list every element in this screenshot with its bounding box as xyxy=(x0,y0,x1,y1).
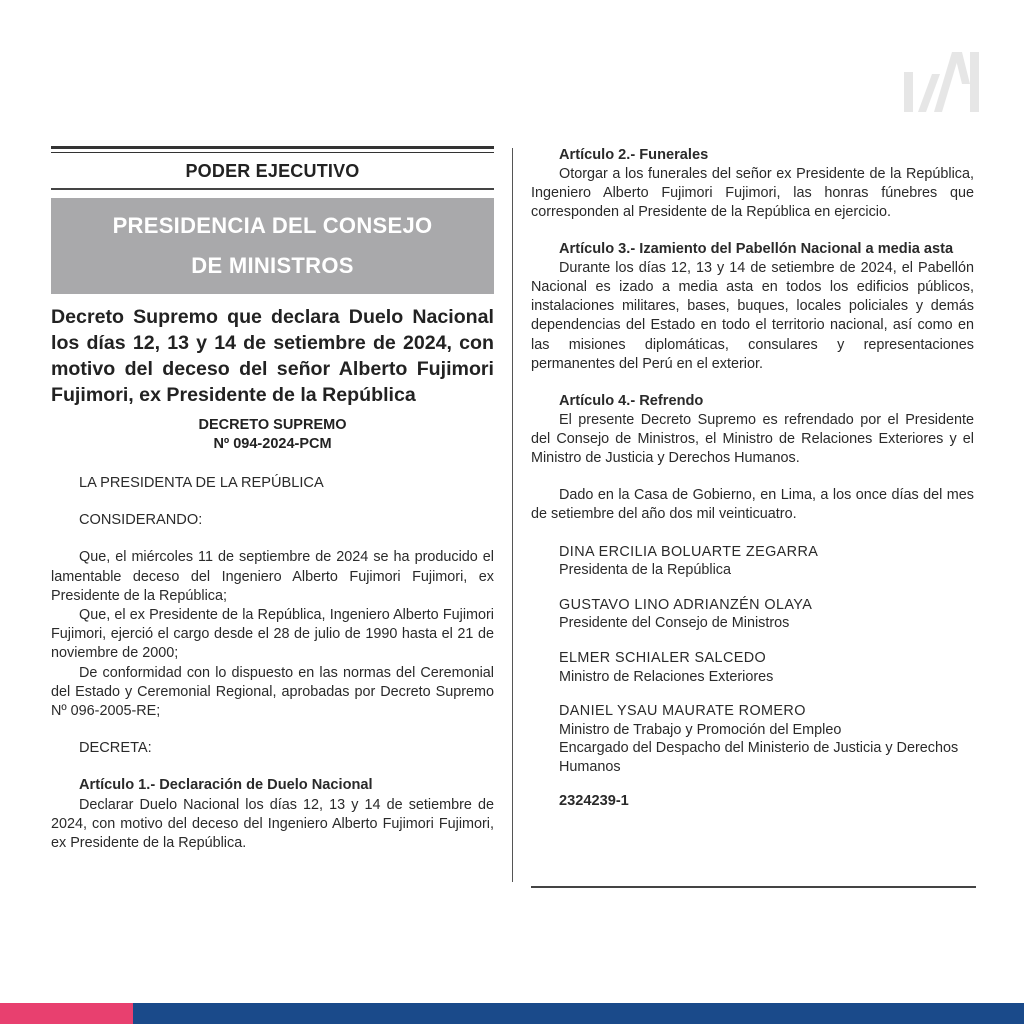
considerando-label: CONSIDERANDO: xyxy=(79,512,203,529)
signatory-role-2: Encargado del Despacho del Ministerio de Justicia y Derechos Humanos xyxy=(559,740,959,775)
article-3-heading: Artículo 3.- Izamiento del Pabellón Nacional a media asta xyxy=(559,241,954,258)
right-column xyxy=(531,146,974,809)
whereas-3: De conformidad con lo dispuesto en las normas del Ceremonial del Estado y Ceremonial Regional, aprobadas por Decreto Supremo Nº 096-2005-RE; xyxy=(51,664,494,720)
article-4-heading: Artículo 4.- Refrendo xyxy=(559,393,704,410)
ministry-line-1: PRESIDENCIA DEL CONSEJO xyxy=(112,213,433,238)
whereas-1: Que, el miércoles 11 de septiembre de 2024 se ha producido el lamentable deceso del Ingeniero Alberto Fujimori Fujimori, ex Presidente de la República; xyxy=(51,549,494,604)
article-2-heading: Artículo 2.- Funerales xyxy=(559,147,709,163)
signatory-name: GUSTAVO LINO ADRIANZÉN OLAYA xyxy=(559,596,813,613)
header-rule xyxy=(51,146,494,149)
signatory-1 xyxy=(531,543,974,580)
article-2-body: Otorgar a los funerales del señor ex Presidente de la República, Ingeniero Alberto Fujimori Fujimori, las honras fúnebres que corresponden al Presidente de la República en ejercicio. xyxy=(531,165,974,220)
ministry-line-2: DE MINISTROS xyxy=(191,253,354,278)
signatory-2 xyxy=(531,596,974,633)
signatory-3 xyxy=(531,649,974,686)
signatory-role: Ministro de Trabajo y Promoción del Empleo xyxy=(559,721,842,738)
publication-code: 2324239-1 xyxy=(559,792,629,809)
decreta-label: DECRETA: xyxy=(79,740,152,757)
signatory-name: DANIEL YSAU MAURATE ROMERO xyxy=(559,703,806,720)
signatory-role: Ministro de Relaciones Exteriores xyxy=(559,668,774,685)
article-3-body: Durante los días 12, 13 y 14 de setiembre de 2024, el Pabellón Nacional es izado a media asta en todos los edificios públicos, instalaciones militares, bases, buques, locales policiales y demás dependencias del Estado en todo el territorio nacional, así como en las misiones diplomáticas, consulares y representaciones permanentes del Perú en el exterior. xyxy=(531,259,974,372)
right-bottom-rule xyxy=(531,886,976,888)
signatory-name: DINA ERCILIA BOLUARTE ZEGARRA xyxy=(559,543,819,560)
whereas-2: Que, el ex Presidente de la República, Ingeniero Alberto Fujimori Fujimori, ejerció el cargo desde el 28 de julio de 1990 hasta el 21 de noviembre de 2000; xyxy=(51,607,494,662)
article-4-body: El presente Decreto Supremo es refrendado por el Presidente del Consejo de Ministros, el Ministro de Relaciones Exteriores y el Ministro de Justicia y Derechos Humanos. xyxy=(531,411,974,467)
given-clause: Dado en la Casa de Gobierno, en Lima, a los once días del mes de setiembre del año dos mil veinticuatro. xyxy=(531,487,974,523)
signatory-role: Presidente del Consejo de Ministros xyxy=(559,615,790,632)
footer-bar-blue xyxy=(133,1003,1024,1024)
article-1-body: Declarar Duelo Nacional los días 12, 13 y 14 de setiembre de 2024, con motivo del deceso del Ingeniero Alberto Fujimori Fujimori, ex Presidente de la República. xyxy=(51,796,494,852)
article-1-heading: Artículo 1.- Declaración de Duelo Nacional xyxy=(79,777,373,794)
left-column xyxy=(51,146,494,853)
branch-rule xyxy=(51,188,494,190)
president-line: LA PRESIDENTA DE LA REPÚBLICA xyxy=(79,475,324,491)
column-divider xyxy=(512,148,513,882)
decree-header xyxy=(51,416,494,454)
signatory-name: ELMER SCHIALER SALCEDO xyxy=(559,650,767,666)
branch-heading: PODER EJECUTIVO xyxy=(185,161,360,181)
decree-number: Nº 094-2024-PCM xyxy=(213,436,332,452)
footer-bar-pink xyxy=(0,1003,133,1024)
ministry-band xyxy=(51,198,494,294)
signatory-role: Presidenta de la República xyxy=(559,562,731,579)
im-logo-icon xyxy=(900,44,984,116)
signatory-4 xyxy=(531,702,974,776)
decree-title: Decreto Supremo que declara Duelo Nacional los días 12, 13 y 14 de setiembre de 2024, con motivo del deceso del señor Alberto Fujimori Fujimori, ex Presidente de la República xyxy=(51,306,494,406)
header-rule-thin xyxy=(51,152,494,153)
decree-label: DECRETO SUPREMO xyxy=(198,417,347,433)
